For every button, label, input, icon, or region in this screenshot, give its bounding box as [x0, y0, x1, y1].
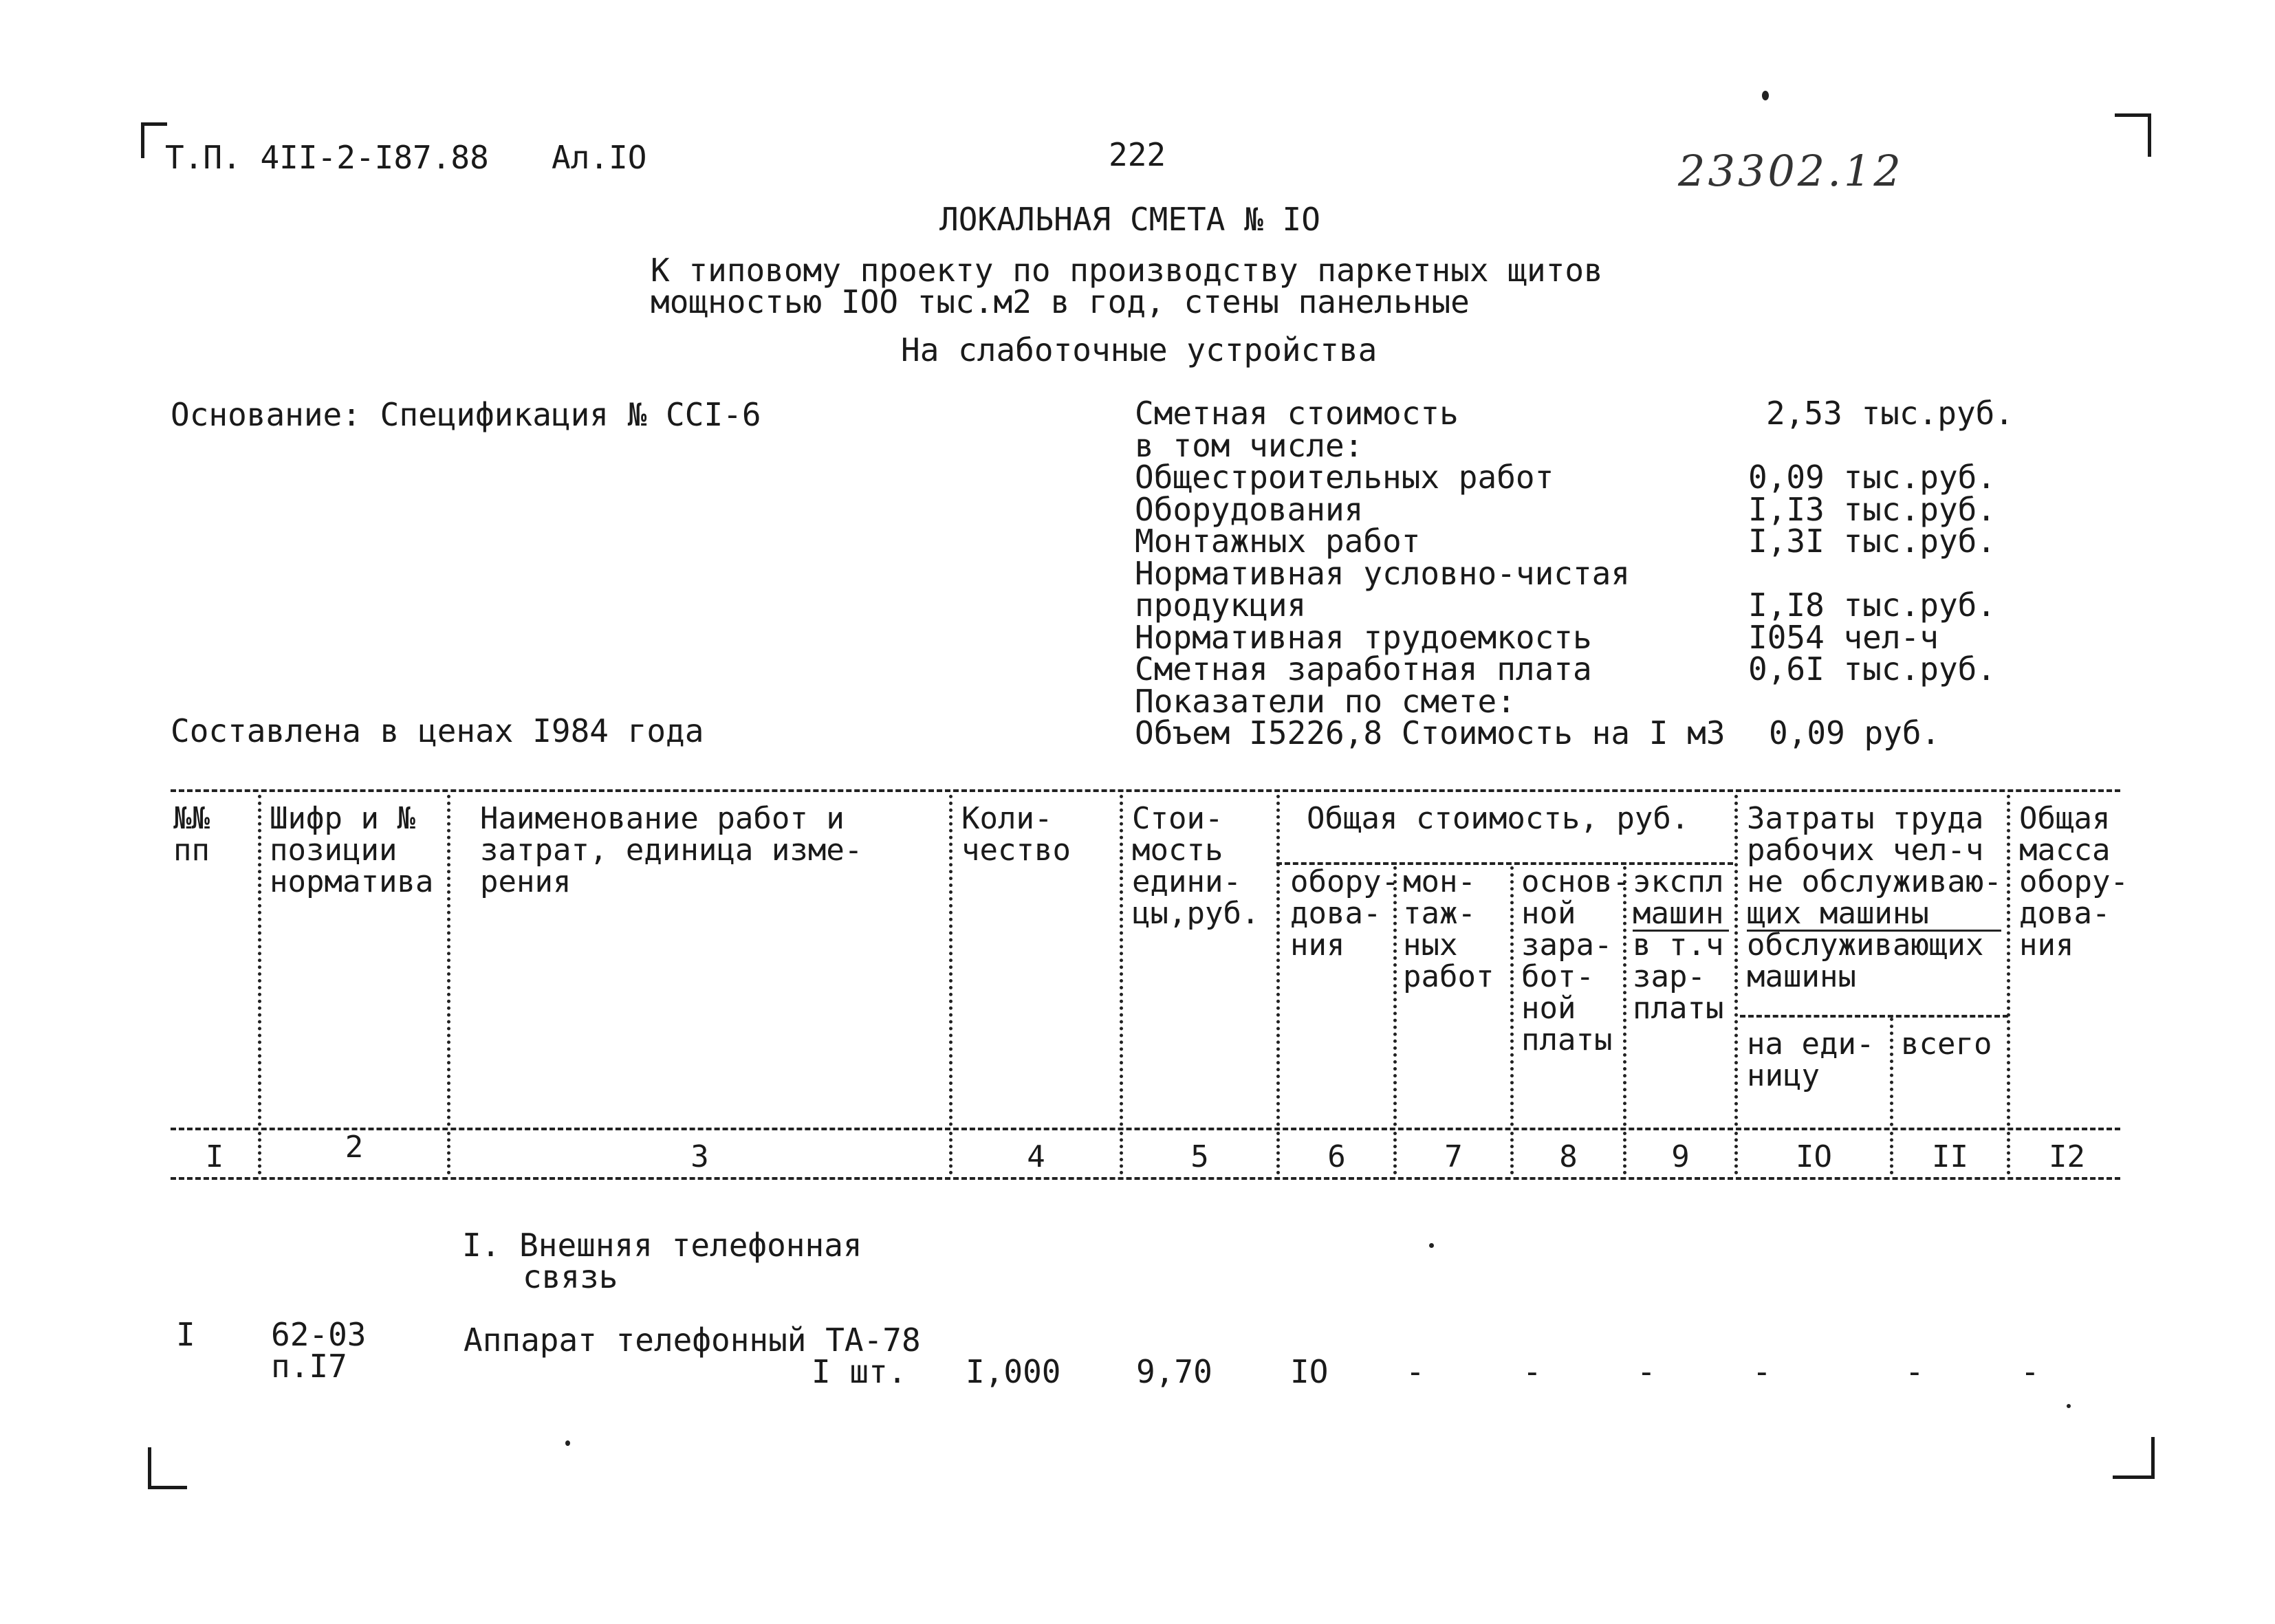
row-col-10: - [1752, 1353, 1772, 1390]
col-number-6: 6 [1327, 1139, 1346, 1174]
header-bottom-rule [171, 1128, 2120, 1130]
col-separator-11 [2007, 795, 2010, 1126]
summary-label: Нормативная трудоемкость [1135, 619, 1592, 656]
col-number-2: 2 [345, 1130, 364, 1165]
row-col-12: - [2021, 1353, 2040, 1390]
row-number: I [176, 1316, 195, 1353]
speck [2067, 1404, 2071, 1408]
col-number-1: I [205, 1139, 224, 1174]
row-col-8: - [1523, 1353, 1542, 1390]
header-col-6: обору- дова- ния [1290, 864, 1400, 963]
col-number-5: 5 [1190, 1139, 1209, 1174]
header-col-5: Стои- мость едини- цы,руб. [1132, 801, 1260, 931]
summary-value: I,3I тыс.руб. [1748, 523, 1996, 560]
col-number-10: IO [1796, 1139, 1832, 1174]
page-number: 222 [1109, 136, 1166, 173]
col-separator-4 [1120, 795, 1123, 1126]
header-group-labor: Затраты труда рабочих чел-ч не обслуживаю- щих машины обслуживающих машины [1747, 801, 2002, 994]
col-number-3: 3 [690, 1139, 709, 1174]
header-col-3: Наименование работ и затрат, единица изме- рения [480, 801, 863, 899]
basis-specification: Основание: Спецификация № ССI-6 [171, 396, 761, 433]
col-separator-3 [949, 795, 953, 1126]
section-title-line-1: I. Внешняя телефонная [462, 1227, 862, 1264]
row-code-1: 62-03 [271, 1316, 367, 1353]
handwritten-stamp-number: 23302.12 [1678, 146, 1904, 196]
header-group-total-cost: Общая стоимость, руб. [1307, 801, 1690, 836]
summary-label: Показатели по смете: [1135, 683, 1516, 720]
row-equipment-cost: IO [1290, 1353, 1329, 1390]
price-base-year: Составлена в ценах I984 года [171, 712, 704, 749]
summary-value: I,I3 тыс.руб. [1748, 491, 1996, 528]
summary-label: Сметная стоимость [1135, 395, 1459, 432]
row-unit: I шт. [812, 1353, 907, 1390]
estimate-subject: На слаботочные устройства [901, 331, 1378, 369]
summary-label: Оборудования [1135, 491, 1364, 528]
labor-underline [1747, 930, 2001, 932]
summary-label: Сметная заработная плата [1135, 650, 1592, 688]
row-code-2: п.I7 [271, 1348, 347, 1385]
header-col-7: мон- таж- ных работ [1403, 864, 1494, 994]
row-name: Аппарат телефонный ТА-78 [464, 1321, 921, 1359]
col-separator-7 [1510, 866, 1514, 1126]
col-number-7: 7 [1444, 1139, 1463, 1174]
labor-subrule [1740, 1015, 2008, 1018]
section-title-line-2: связь [523, 1258, 618, 1295]
project-line-1: К типовому проекту по производству паркетных щитов [651, 252, 1603, 289]
summary-label: Общестроительных работ [1135, 459, 1554, 496]
summary-label: Нормативная условно-чистая [1135, 555, 1631, 592]
numbers-bottom-rule [171, 1177, 2120, 1180]
col-number-12: I2 [2049, 1139, 2085, 1174]
corner-mark-top-right [2115, 113, 2151, 157]
col-separator-2 [447, 795, 450, 1126]
album-number: Ал.IO [552, 139, 647, 176]
header-col-11: всего [1901, 1027, 1992, 1062]
summary-label: Объем I5226,8 Стоимость на I м3 [1135, 714, 1726, 751]
machine-underline [1633, 930, 1729, 932]
summary-value: 2,53 тыс.руб. [1766, 395, 2014, 432]
summary-label: в том числе: [1135, 427, 1364, 464]
row-col-9: - [1637, 1353, 1656, 1390]
col-number-9: 9 [1671, 1139, 1690, 1174]
speck [1762, 91, 1769, 100]
row-unit-price: 9,70 [1136, 1353, 1212, 1390]
col-number-8: 8 [1559, 1139, 1578, 1174]
speck [565, 1440, 570, 1446]
document-reference: Т.П. 4II-2-I87.88 [165, 139, 489, 176]
header-col-4: Коли- чество [961, 801, 1071, 868]
row-quantity: I,000 [966, 1353, 1061, 1390]
row-col-11: - [1905, 1353, 1924, 1390]
summary-value: 0,09 руб. [1769, 714, 1941, 751]
speck [1429, 1243, 1434, 1248]
header-col-12: Общая масса обору- дова- ния [2019, 801, 2129, 963]
header-col-9: экспл машин в т.ч зар- платы [1633, 864, 1724, 1026]
summary-value: I054 чел-ч [1748, 619, 1939, 656]
col-separator-9 [1734, 795, 1738, 1126]
summary-value: 0,09 тыс.руб. [1748, 459, 1996, 496]
col-number-4: 4 [1027, 1139, 1045, 1174]
row-col-7: - [1406, 1353, 1425, 1390]
col-separator-10 [1890, 1018, 1893, 1126]
summary-label: продукция [1135, 586, 1307, 624]
summary-value: 0,6I тыс.руб. [1748, 650, 1996, 688]
col-separator-1 [258, 795, 261, 1126]
header-col-10: на еди- ницу [1747, 1027, 1875, 1093]
corner-mark-bottom-right [2113, 1437, 2155, 1479]
corner-mark-bottom-left [148, 1447, 187, 1489]
summary-label: Монтажных работ [1135, 523, 1421, 560]
corner-mark-top-left [141, 122, 149, 158]
estimate-heading: ЛОКАЛЬНАЯ СМЕТА № IO [939, 201, 1320, 238]
col-separator-5 [1276, 795, 1280, 1126]
col-number-11: II [1932, 1139, 1968, 1174]
table-top-rule [171, 789, 2120, 792]
header-col-1: №№ пп [173, 801, 210, 868]
summary-value: I,I8 тыс.руб. [1748, 586, 1996, 624]
project-line-2: мощностью IOO тыс.м2 в год, стены панельные [651, 283, 1470, 320]
corner-mark-top-left-h [141, 122, 167, 126]
header-col-2: Шифр и № позиции норматива [270, 801, 434, 899]
header-col-8: основ- ной зара- бот- ной платы [1521, 864, 1631, 1057]
